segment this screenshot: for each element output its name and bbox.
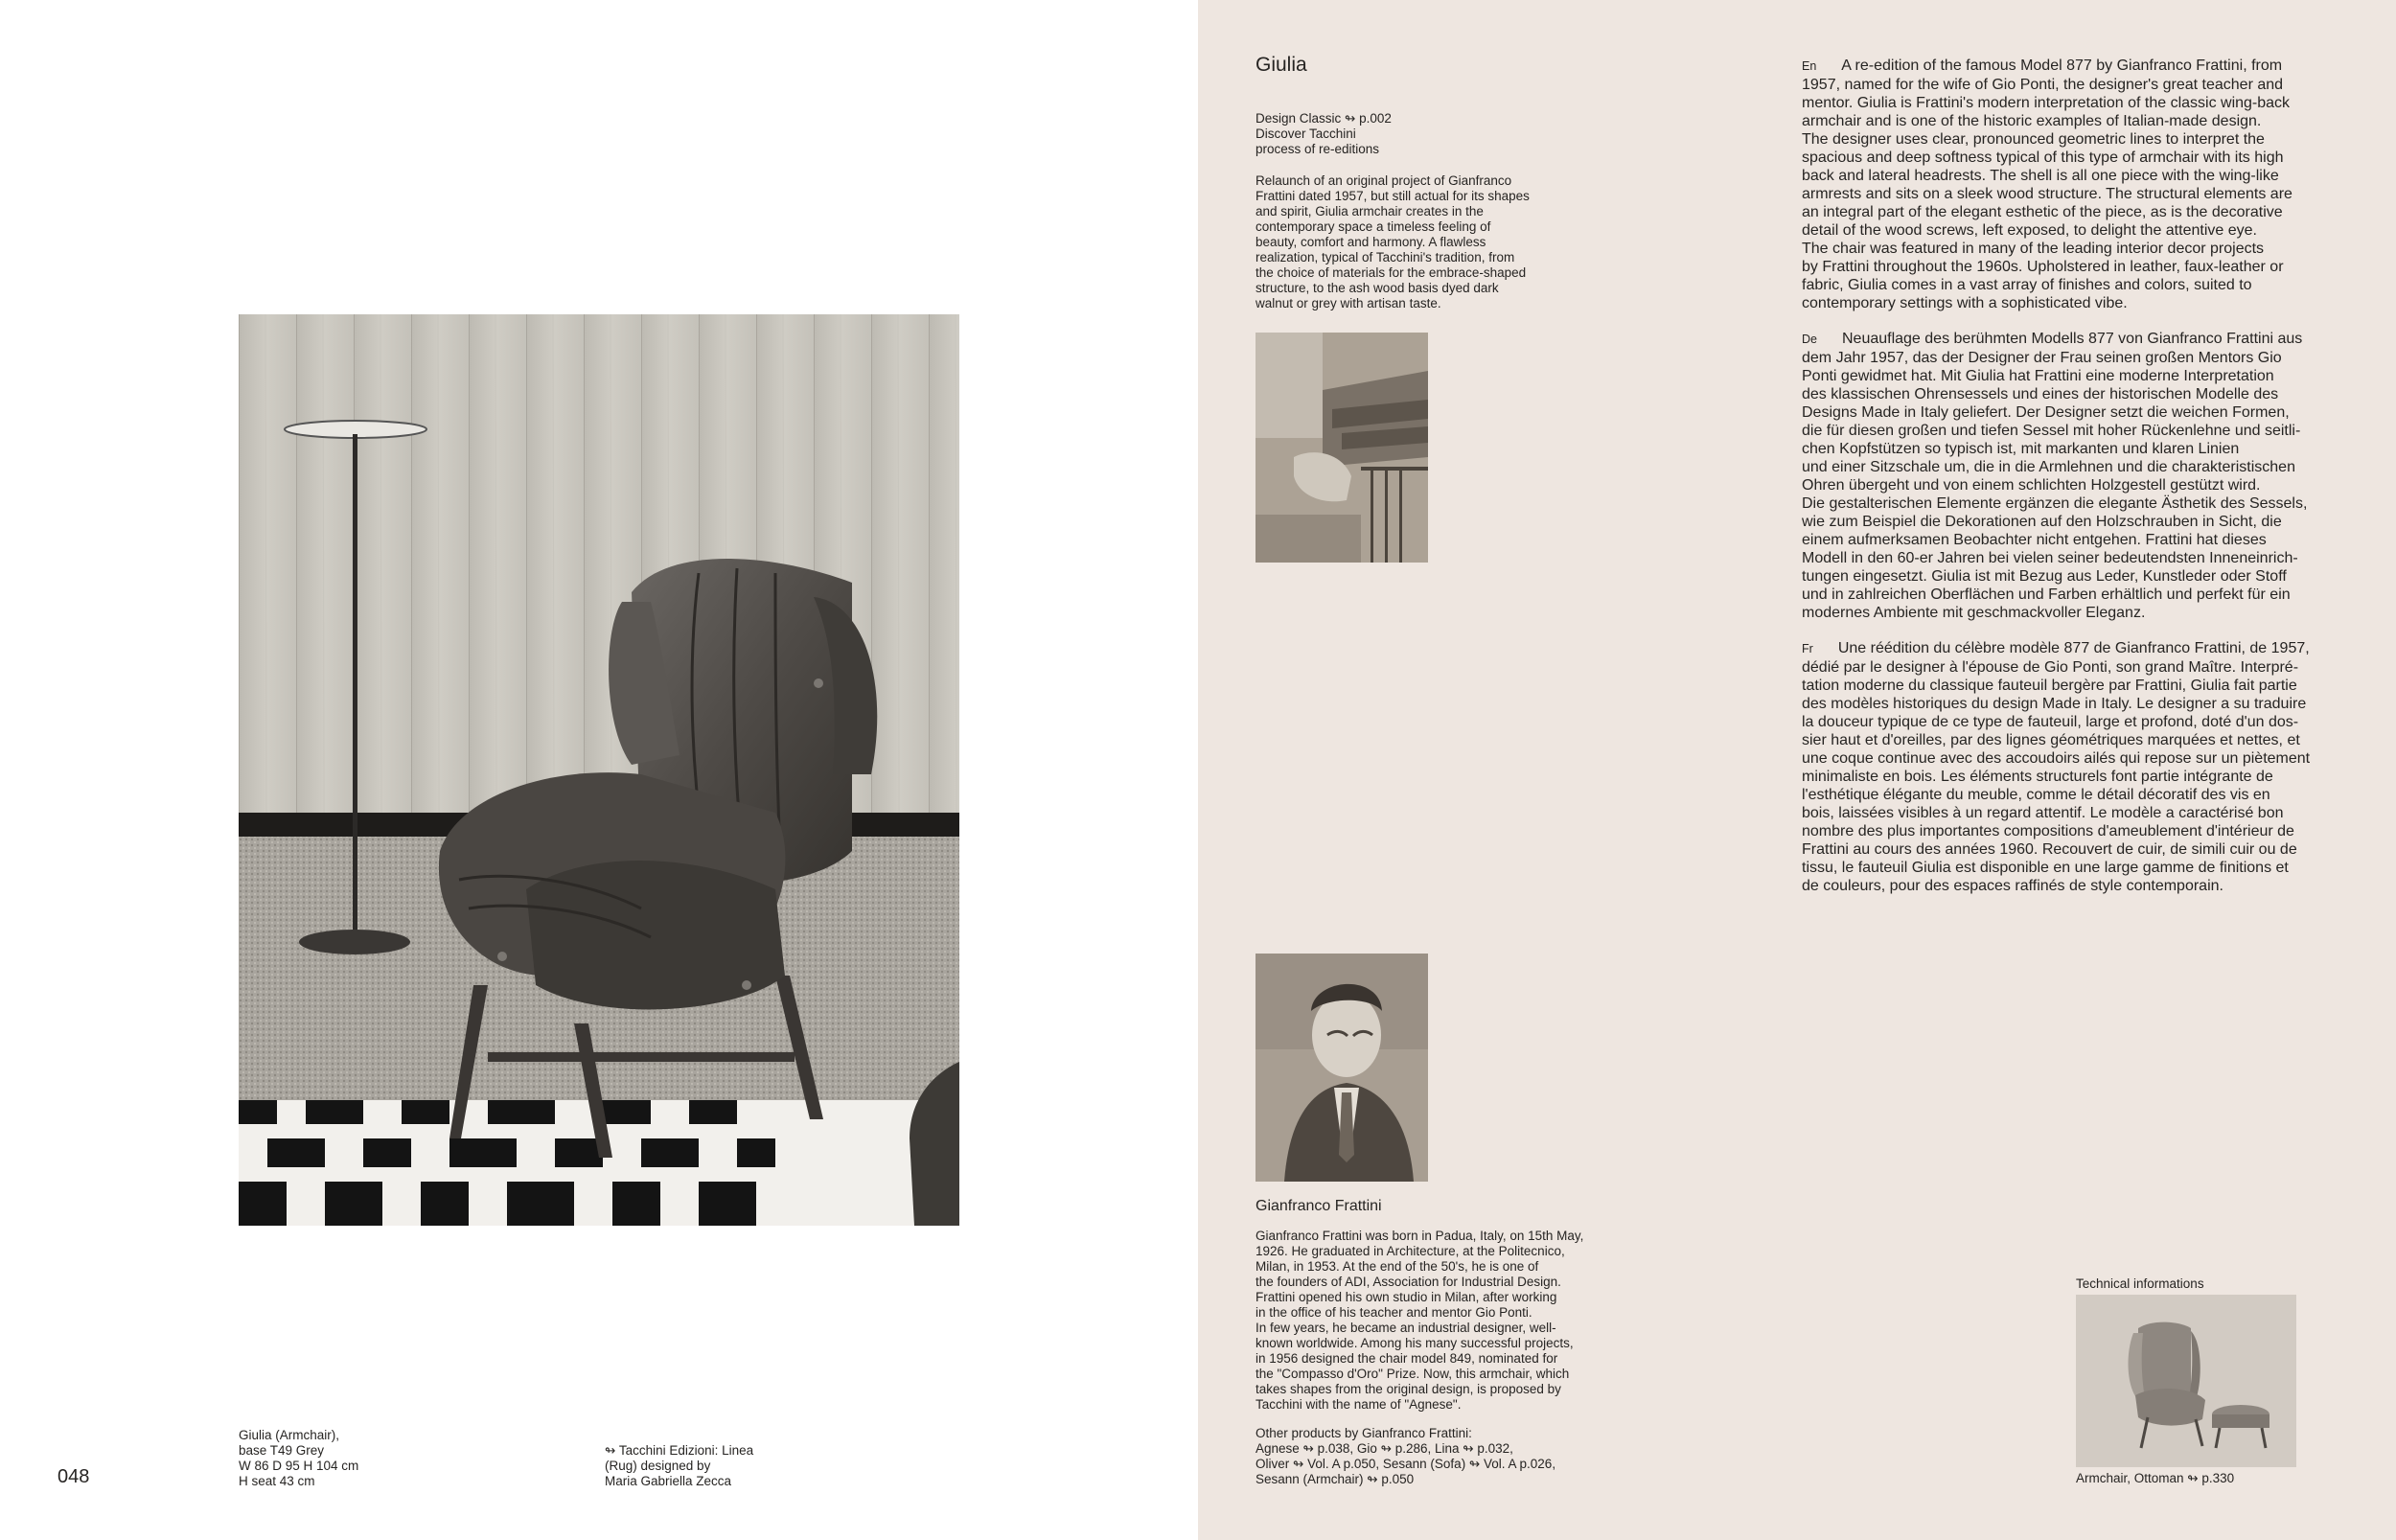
lang-label-fr: Fr <box>1802 642 1813 655</box>
product-title: Giulia <box>1256 54 1307 76</box>
description-column <box>1802 57 2348 912</box>
rug-caption: ↬ Tacchini Edizioni: Linea (Rug) designed by Maria Gabriella Zecca <box>605 1443 754 1488</box>
other-products: Other products by Gianfranco Frattini: Agnese ↬ p.038, Gio ↬ p.286, Lina ↬ p.032, Oliver ↬ Vol. A p.050, Sesann (Sofa) ↬ Vol. A p.026, Sesann (Armchair) ↬ p.050 <box>1256 1426 1556 1486</box>
lang-label-en: En <box>1802 59 1817 73</box>
description-en <box>1802 57 2348 312</box>
technical-caption: Armchair, Ottoman ↬ p.330 <box>2076 1471 2235 1485</box>
description-de-text: Neuauflage des berühmten Modells 877 von Gianfranco Frattini aus dem Jahr 1957, das der Designer der Frau seinen großen Mentors Gio Ponti gewidmet hat. Mit Giulia hat Frattini eine moderne Interpretation des klassischen Ohrensessels und eines der historischen Modelle des Designs Made in Italy geliefert. Der Designer setzt die weichen Formen, die für diesen großen und tiefen Sessel mit hoher Rückenlehne und seitli- chen Kopfstützen so typisch ist, mit markanten und klaren Linien und einer Sitzschale um, die in die Armlehnen und die charakteristischen Ohren übergeht und von einem schlichten Holzgestell gestützt wird. Die gestalterischen Elemente ergänzen die elegante Ästhetik des Sessels, wie zum Beispiel die Dekorationen auf den Holzschrauben in Sicht, die einem aufmerksamen Beobachter nicht entgehen. Frattini hat dieses Modell in den 60-er Jahren bei vielen seiner bedeutendsten Inneneinrich- tungen eingesetzt. Giulia ist mit Bezug aus Leder, Kunstleder oder Stoff und in zahlreichen Oberflächen und Farben erhältlich und perfekt für ein modernes Ambiente mit geschmackvoller Eleganz. <box>1802 331 2308 621</box>
designer-bio: Gianfranco Frattini was born in Padua, Italy, on 15th May, 1926. He graduated in Architecture, at the Politecnico, Milan, in 1953. At the end of the 50's, he is one of the founders of ADI, Association for Industrial Design. Frattini opened his own studio in Milan, after working in the office of his teacher and mentor Gio Ponti. In few years, he became an industrial designer, well- known worldwide. Among his many successful projects, in 1956 designed the chair model 849, nominated for the "Compasso d'Oro" Prize. Now, this armchair, which takes shapes from the original design, is proposed by Tacchini with the name of "Agnese". <box>1256 1229 1584 1412</box>
designer-name: Gianfranco Frattini <box>1256 1198 1382 1214</box>
description-fr-text: Une réédition du célèbre modèle 877 de Gianfranco Frattini, de 1957, dédié par le designer à l'épouse de Gio Ponti, son grand Maître. Interpré- tation moderne du classique fauteuil bergère par Frattini, Giulia fait partie des modèles historiques du design Made in Italy. Le designer a su traduire la douceur typique de ce type de fauteuil, large et profond, doté d'un dos- sier haut et d'oreilles, par des lignes géométriques marquées et nettes, et une coque continue avec des accoudoirs ailés qui repose sur un piètement minimaliste en bois. Les éléments structurels font partie intégrante de l'esthétique élégante du meuble, comme le détail décoratif des vis en bois, laissées visibles à un regard attentif. Le modèle a caractérisé bon nombre des plus importantes compositions d'ameublement d'intérieur de Frattini au cours des années 1960. Recouvert de cuir, de simili cuir ou de tissu, le fauteuil Giulia est disponible en une large gamme de finitions et de couleurs, pour des espaces raffinés de style contemporain. <box>1802 640 2311 894</box>
description-de <box>1802 330 2348 622</box>
right-page <box>1198 0 2396 1540</box>
description-fr <box>1802 639 2348 895</box>
designer-portrait-illustration <box>1256 954 1428 1182</box>
armchair-caption: Giulia (Armchair), base T49 Grey W 86 D 95 H 104 cm H seat 43 cm <box>239 1428 359 1488</box>
page-number: 048 <box>58 1466 90 1487</box>
product-links: Design Classic ↬ p.002 Discover Tacchini process of re-editions <box>1256 111 1392 156</box>
armchair-ottoman-illustration <box>2076 1295 2296 1467</box>
archive-interior-photo <box>1256 333 1428 563</box>
product-intro: Relaunch of an original project of Gianfranco Frattini dated 1957, but still actual for its shapes and spirit, Giulia armchair creates in the contemporary space a timeless feeling of beauty, comfort and harmony. A flawless realization, typical of Tacchini's tradition, from the choice of materials for the embrace-shaped structure, to the ash wood basis dyed dark walnut or grey with artisan taste. <box>1256 173 1530 310</box>
interior-staircase-illustration <box>1256 333 1428 563</box>
designer-portrait <box>1256 954 1428 1182</box>
technical-drawing <box>2076 1295 2296 1467</box>
lang-label-de: De <box>1802 333 1817 346</box>
technical-heading: Technical informations <box>2076 1276 2204 1291</box>
giulia-armchair-photo <box>239 314 959 1226</box>
armchair-scene-illustration <box>239 314 959 1226</box>
description-en-text: A re-edition of the famous Model 877 by Gianfranco Frattini, from 1957, named for the wife of Gio Ponti, the designer's great teacher and mentor. Giulia is Frattini's modern interpretation of the classic wing-back armchair and is one of the historic examples of Italian-made design. The designer uses clear, pronounced geometric lines to interpret the spacious and deep softness typical of this type of armchair with its high back and lateral headrests. The shell is all one piece with the wing-like armrests and sits on a sleek wood structure. The structural elements are an integral part of the elegant esthetic of the piece, as is the decorative detail of the wood screws, left exposed, to delight the attentive eye. The chair was featured in many of the leading interior decor projects by Frattini throughout the 1960s. Upholstered in leather, faux-leather or fabric, Giulia comes in a vast array of finishes and colors, suited to contemporary settings with a sophisticated vibe. <box>1802 57 2292 311</box>
